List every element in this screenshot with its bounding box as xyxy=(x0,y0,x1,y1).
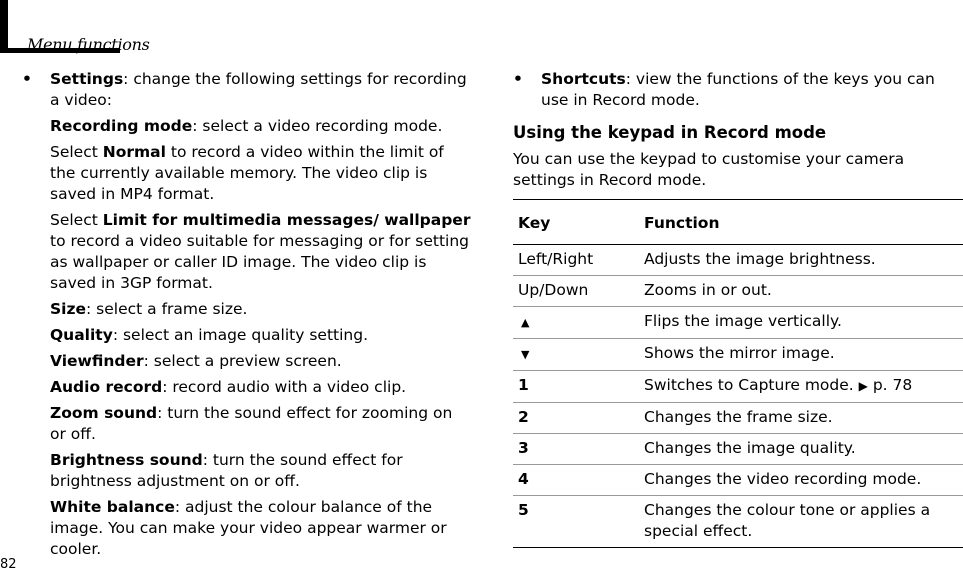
bullet-icon: • xyxy=(22,70,32,88)
key-cell: 2 xyxy=(513,403,639,434)
left-column xyxy=(22,69,472,560)
table-row xyxy=(513,371,963,403)
key-cell: Up/Down xyxy=(513,276,639,307)
table-row xyxy=(513,276,963,307)
table-row xyxy=(513,496,963,548)
header-function: Function xyxy=(639,200,963,245)
key-cell xyxy=(513,339,639,371)
function-cell: Flips the image vertically. xyxy=(639,307,963,339)
page-header-title: Menu functions xyxy=(27,35,150,54)
setting-brightness-sound: Brightness sound: turn the sound effect for brightness adjustment on or off. xyxy=(50,451,403,490)
key-cell: 5 xyxy=(513,496,639,548)
bullet-icon: • xyxy=(513,70,523,88)
page-ref: p. 78 xyxy=(872,376,913,394)
table-row xyxy=(513,434,963,465)
function-cell: Changes the video recording mode. xyxy=(639,465,963,496)
shortcuts-text: : view the functions of the keys you can use in Record mode. xyxy=(541,70,935,109)
header-key: Key xyxy=(513,200,639,245)
key-cell: Left/Right xyxy=(513,245,639,276)
key-cell: 1 xyxy=(513,371,639,403)
section-heading: Using the keypad in Record mode xyxy=(513,123,827,142)
section-intro: You can use the keypad to customise your camera settings in Record mode. xyxy=(513,150,905,189)
setting-viewfinder: Viewfinder: select a preview screen. xyxy=(50,352,342,370)
function-cell: Shows the mirror image. xyxy=(639,339,963,371)
setting-audio-record: Audio record: record audio with a video clip. xyxy=(50,378,407,396)
setting-white-balance: White balance: adjust the colour balance of the image. You can make your video appear warmer or cooler. xyxy=(50,498,447,558)
page-ref-arrow-icon: ▶ xyxy=(858,379,868,393)
right-column xyxy=(513,69,963,548)
function-cell: Adjusts the image brightness. xyxy=(639,245,963,276)
keypad-table xyxy=(513,199,963,548)
key-cell: 3 xyxy=(513,434,639,465)
setting-normal: Select Normal to record a video within the limit of the currently available memory. The video clip is saved in MP4 format. xyxy=(50,143,444,203)
page-number: 82 xyxy=(0,557,17,572)
setting-size: Size: select a frame size. xyxy=(50,300,248,318)
setting-quality: Quality: select an image quality setting. xyxy=(50,326,369,344)
function-cell: Changes the colour tone or applies a special effect. xyxy=(639,496,963,548)
function-cell: Switches to Capture mode. ▶ p. 78 xyxy=(639,371,963,403)
up-triangle-icon: ▲ xyxy=(521,316,530,329)
shortcuts-label: Shortcuts xyxy=(541,70,626,88)
setting-limit-mms: Select Limit for multimedia messages/ wallpaper to record a video suitable for messaging or for setting as wallpaper or caller ID image. The video clip is saved in 3GP format. xyxy=(50,211,471,292)
table-row xyxy=(513,245,963,276)
header-bar xyxy=(0,0,8,52)
shortcuts-bullet xyxy=(513,69,963,111)
setting-zoom-sound: Zoom sound: turn the sound effect for zooming on or off. xyxy=(50,404,453,443)
table-row xyxy=(513,307,963,339)
table-row xyxy=(513,339,963,371)
settings-text: : change the following settings for recording a video: xyxy=(50,70,467,109)
function-cell: Changes the image quality. xyxy=(639,434,963,465)
down-triangle-icon: ▼ xyxy=(521,348,530,361)
settings-label: Settings xyxy=(50,70,124,88)
function-cell: Zooms in or out. xyxy=(639,276,963,307)
function-cell: Changes the frame size. xyxy=(639,403,963,434)
key-cell: 4 xyxy=(513,465,639,496)
setting-recording-mode: Recording mode: select a video recording mode. xyxy=(50,117,443,135)
key-cell xyxy=(513,307,639,339)
settings-bullet xyxy=(22,69,472,111)
table-row xyxy=(513,403,963,434)
table-header-row xyxy=(513,200,963,245)
table-row xyxy=(513,465,963,496)
